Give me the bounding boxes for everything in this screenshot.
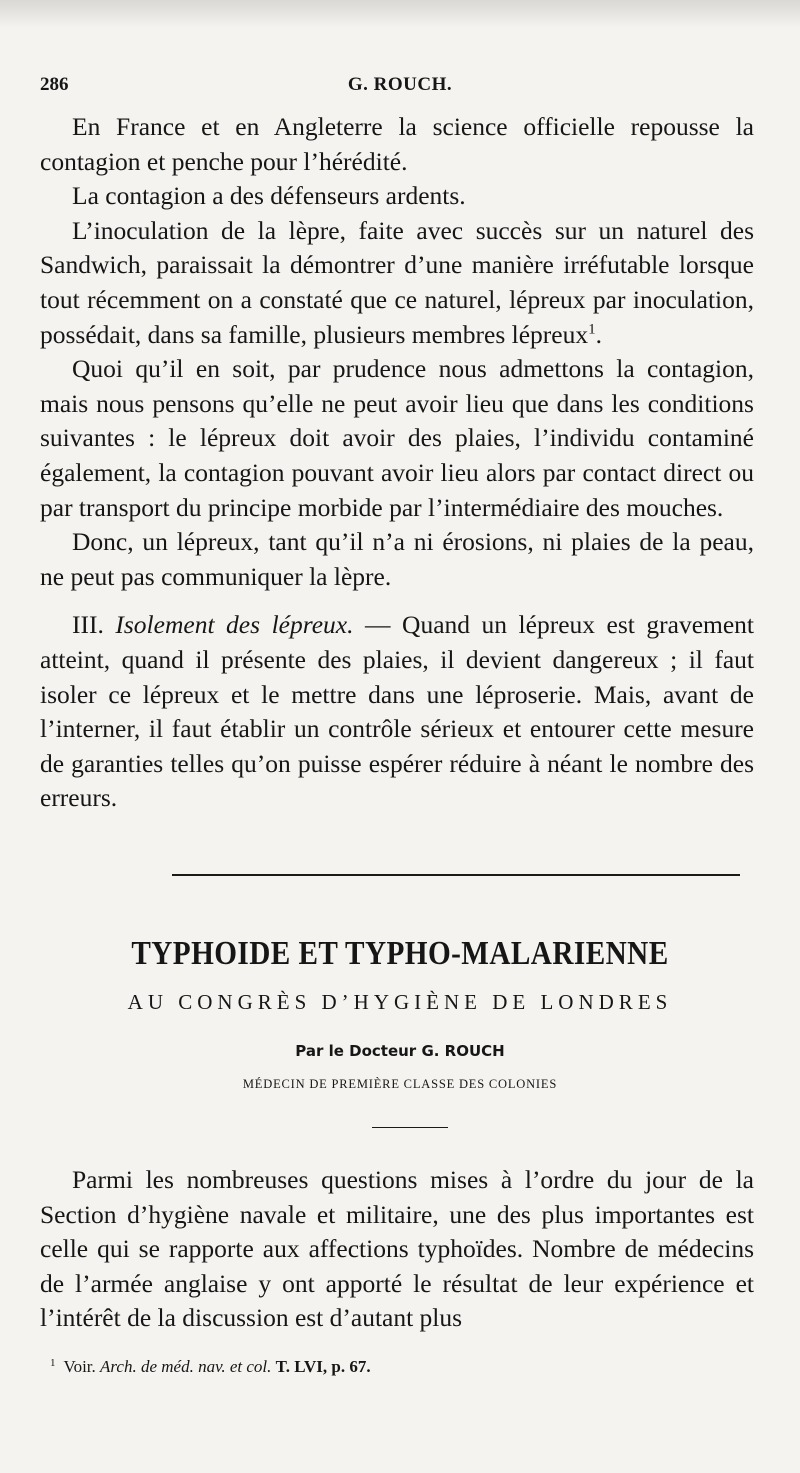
- footnote: [50, 1352, 750, 1378]
- paragraph: Quoi qu’il en soit, par prudence nous admettons la contagion, mais nous pensons qu’elle ne peut avoir lieu que dans les conditions suivantes : le lépreux doit avoir des plaies, l’individu contaminé également, la contagion pouvant avoir lieu alors par contact direct ou par transport du principe morbide par l’intermédiaire des mouches.: [40, 354, 754, 522]
- section-number: III.: [72, 610, 104, 640]
- author-affiliation: MÉDECIN DE PREMIÈRE CLASSE DES COLONIES: [242, 1077, 558, 1091]
- byline-prefix: Par le Docteur: [295, 1042, 417, 1060]
- paragraph: La contagion a des défenseurs ardents.: [72, 181, 466, 211]
- footnote-mark: 1: [50, 1357, 56, 1369]
- article-subtitle: AU CONGRÈS D’HYGIÈNE DE LONDRES: [127, 990, 673, 1014]
- footnote-details: T. LVI, p. 67.: [275, 1357, 371, 1376]
- paragraph: L’inoculation de la lèpre, faite avec succès sur un naturel des Sandwich, paraissait la démontrer d’une manière irréfutable lorsque tout récemment on a constaté que ce naturel, lépreux par inoculation, possédait, dans sa famille, plusieurs membres lépreux$^1$.: [40, 215, 754, 349]
- body-text: [40, 110, 754, 816]
- running-head-author: G. ROUCH.: [347, 74, 453, 95]
- section-title: Isolement des lépreux.: [115, 610, 354, 640]
- paragraph: Donc, un lépreux, tant qu’il n’a ni érosions, ni plaies de la peau, ne peut pas communiquer la lèpre.: [40, 527, 754, 591]
- section-paragraph: [40, 608, 754, 816]
- page-number: 286: [40, 74, 69, 95]
- article-title: TYPHOIDE ET TYPHO-MALARIENNE: [131, 935, 669, 972]
- footnote-reference[interactable]: 1: [588, 321, 596, 338]
- article-body: [40, 1163, 754, 1336]
- footnote-source: Arch. de méd. nav. et col.: [100, 1357, 272, 1376]
- scan-edge-shadow: [0, 0, 800, 28]
- paragraph: Parmi les nombreuses questions mises à l’ordre du jour de la Section d’hygiène navale et militaire, une des plus importantes est celle qui se rapporte aux affections typhoïdes. Nombre de médecins de l’armée anglaise y ont apporté le résultat de leur expérience et l’intérêt de la discussion est d’autant plus: [40, 1165, 754, 1333]
- paragraph-text: L’inoculation de la lèpre, faite avec succès sur un naturel des Sandwich, paraissait la démontrer d’une manière irréfutable lorsque tout récemment on a constaté que ce naturel, lépreux par inoculation, possédait, dans sa famille, plusieurs membres lépreux: [40, 215, 754, 349]
- running-head: [40, 74, 760, 98]
- byline: [40, 1042, 760, 1060]
- byline-name: G. ROUCH: [421, 1042, 505, 1060]
- section-divider: [172, 874, 740, 876]
- paragraph: En France et en Angleterre la science officielle repousse la contagion et penche pour l’hérédité.: [40, 112, 754, 176]
- title-divider: [372, 1127, 448, 1128]
- section-text: — Quand un lépreux est gravement atteint, quand il présente des plaies, il devient dangereux ; il faut isoler ce lépreux et le mettre dans une léproserie. Mais, avant de l’interner, il faut établir un contrôle sérieux et entourer cette mesure de garanties telles qu’on puisse espérer réduire à néant le nombre des erreurs.: [40, 610, 755, 813]
- footnote-prefix: Voir.: [63, 1357, 96, 1376]
